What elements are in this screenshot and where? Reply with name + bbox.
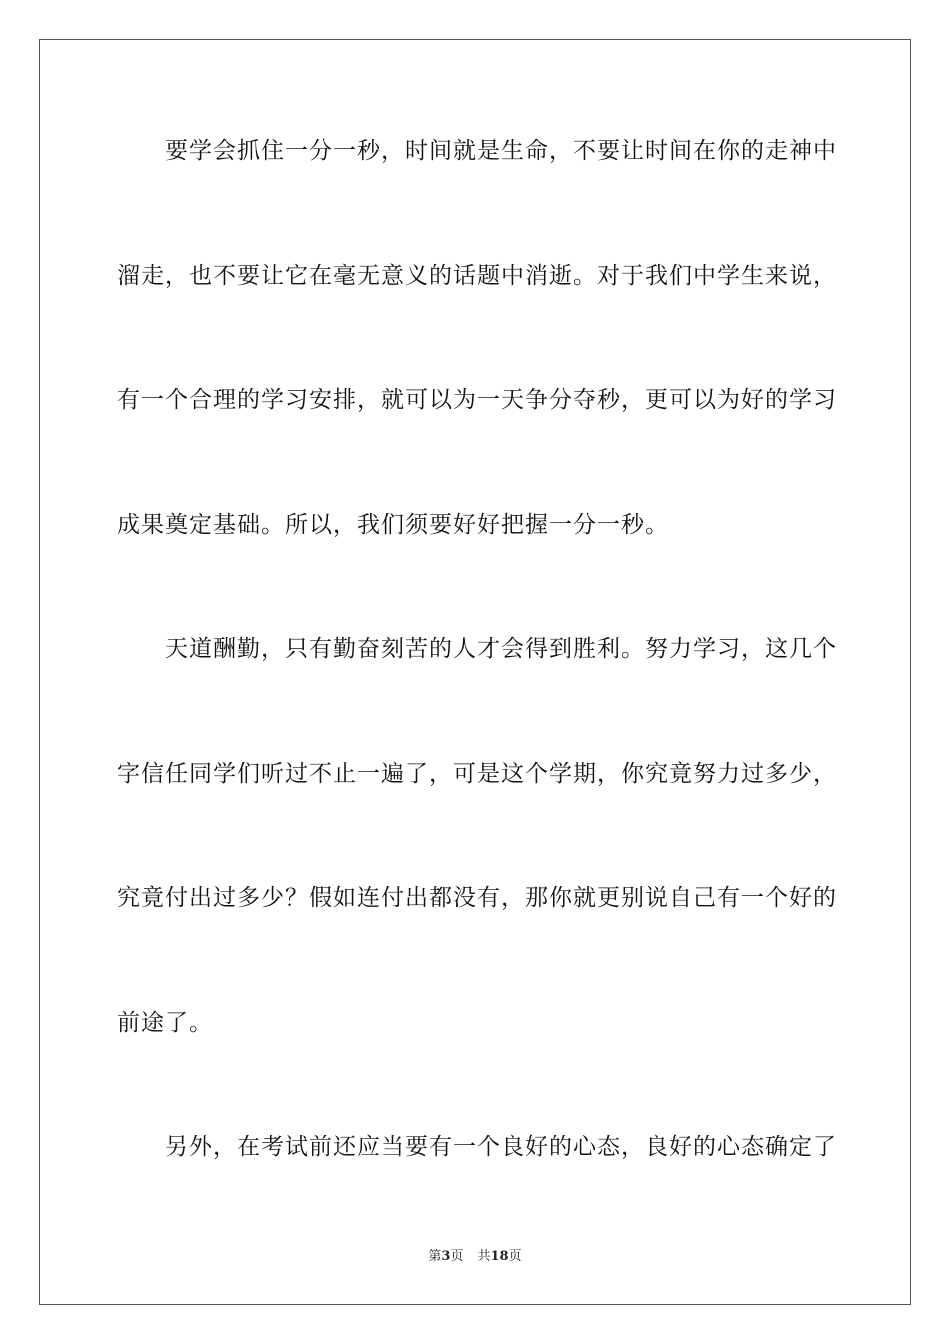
paragraph-2-line-4: 前途了。 [117, 1010, 213, 1036]
page-border [39, 39, 911, 1305]
paragraph-1-line-2: 溜走，也不要让它在毫无意义的话题中消逝。对于我们中学生来说， [117, 263, 837, 289]
page-footer [0, 1248, 950, 1266]
paragraph-1-line-1: 要学会抓住一分一秒，时间就是生命，不要让时间在你的走神中 [165, 138, 837, 164]
paragraph-3-line-1: 另外，在考试前还应当要有一个良好的心态，良好的心态确定了 [165, 1134, 837, 1160]
page-total: 共18页 [477, 1249, 522, 1264]
paragraph-2-line-3: 究竟付出过多少？假如连付出都没有，那你就更别说自己有一个好的 [117, 885, 837, 911]
paragraph-1-line-3: 有一个合理的学习安排，就可以为一天争分夺秒，更可以为好的学习 [117, 387, 837, 413]
paragraph-2-line-2: 字信任同学们听过不止一遍了，可是这个学期，你究竟努力过多少， [117, 761, 837, 787]
page-number: 第3页 [428, 1249, 464, 1264]
paragraph-1-line-4: 成果奠定基础。所以，我们须要好好把握一分一秒。 [117, 512, 669, 538]
paragraph-2-line-1: 天道酬勤，只有勤奋刻苦的人才会得到胜利。努力学习，这几个 [165, 636, 837, 662]
